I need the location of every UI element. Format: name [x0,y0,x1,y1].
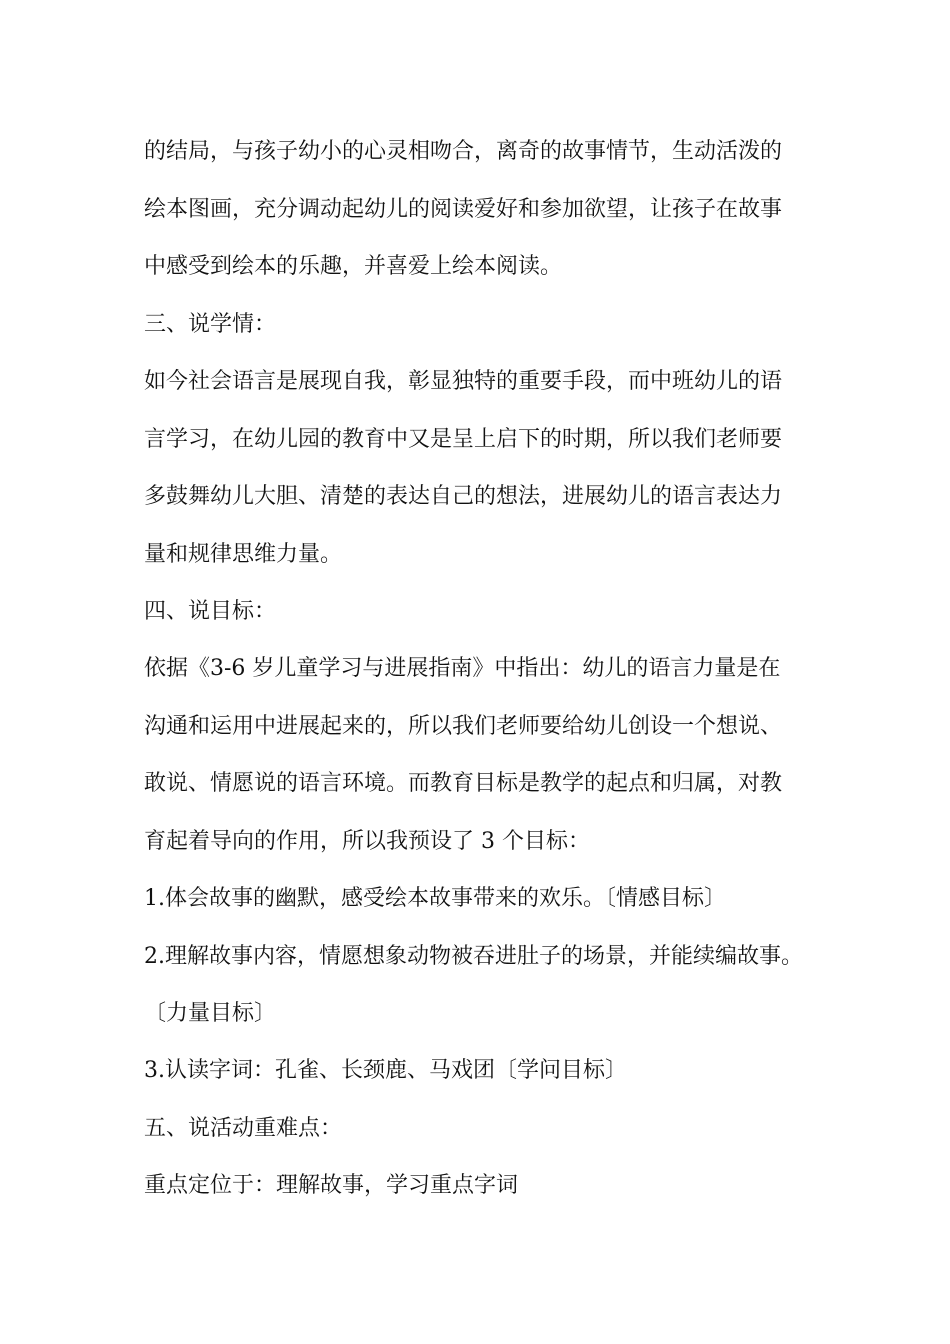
paragraph-line: 的结局，与孩子幼小的心灵相吻合，离奇的故事情节，生动活泼的 [144,139,783,164]
list-item: 3.认读字词：孔雀、长颈鹿、马戏团〔学问目标〕 [144,1058,627,1083]
paragraph-line: 量和规律思维力量。 [144,542,343,567]
list-item: 2.理解故事内容，情愿想象动物被吞进肚子的场景，并能续编故事。 [144,944,803,969]
section-heading: 三、说学情： [144,312,277,337]
list-item-continuation: 〔力量目标〕 [144,1001,277,1026]
list-item: 1.体会故事的幽默，感受绘本故事带来的欢乐。〔情感目标〕 [144,886,726,911]
section-heading: 四、说目标： [144,599,277,624]
paragraph-line: 多鼓舞幼儿大胆、清楚的表达自己的想法，进展幼儿的语言表达力 [144,484,783,509]
paragraph-line: 如今社会语言是展现自我，彰显独特的重要手段，而中班幼儿的语 [144,369,783,394]
paragraph-line: 敢说、情愿说的语言环境。而教育目标是教学的起点和归属，对教 [144,771,783,796]
section-heading: 五、说活动重难点： [144,1116,343,1141]
paragraph-line: 沟通和运用中进展起来的，所以我们老师要给幼儿创设一个想说、 [144,714,783,739]
paragraph-line: 言学习，在幼儿园的教育中又是呈上启下的时期，所以我们老师要 [144,427,783,452]
paragraph-line: 中感受到绘本的乐趣，并喜爱上绘本阅读。 [144,254,563,279]
paragraph-line: 绘本图画，充分调动起幼儿的阅读爱好和参加欲望，让孩子在故事 [144,197,783,222]
paragraph-line: 重点定位于：理解故事，学习重点字词 [144,1173,519,1198]
paragraph-line: 育起着导向的作用，所以我预设了 3 个目标： [144,829,590,854]
paragraph-line: 依据《3-6 岁儿童学习与进展指南》中指出：幼儿的语言力量是在 [144,656,781,681]
